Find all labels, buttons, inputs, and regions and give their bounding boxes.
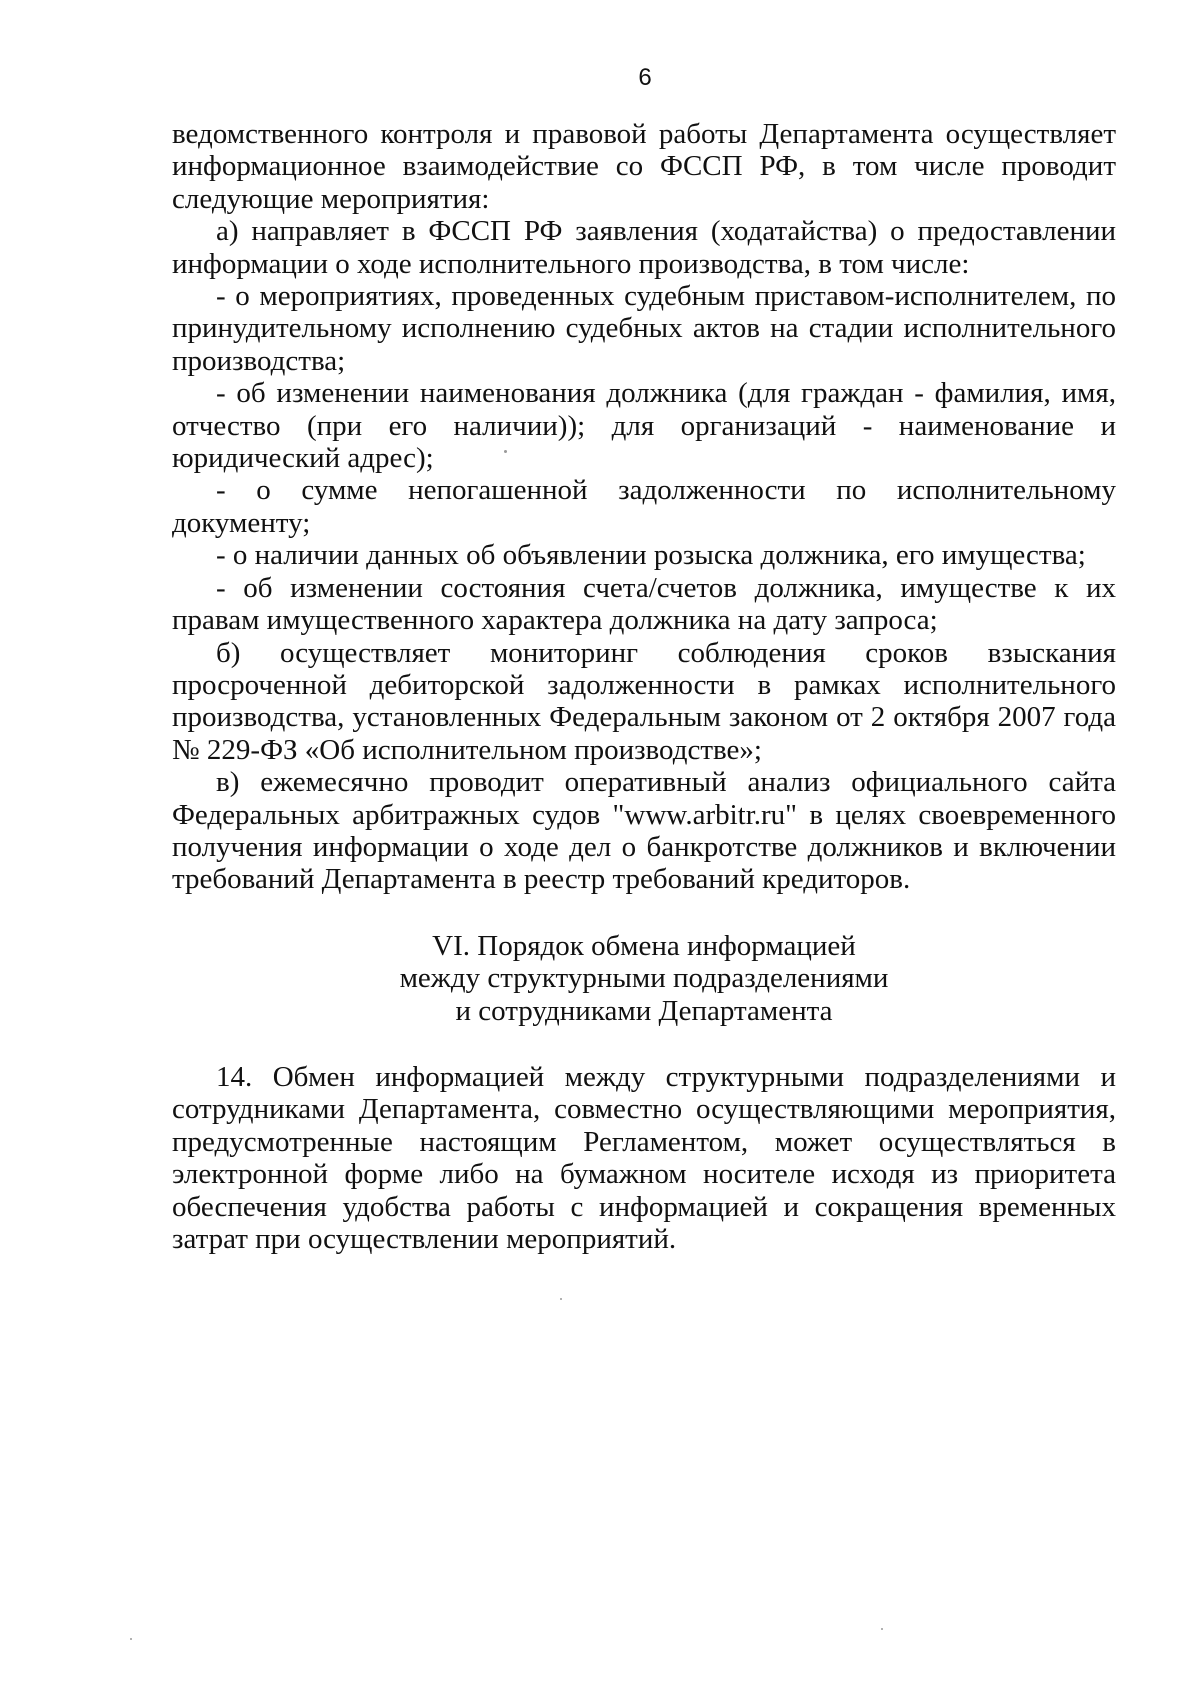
document-body xyxy=(172,118,1116,1255)
section-heading-line: между структурными подразделениями xyxy=(399,962,889,995)
scan-speck xyxy=(130,1638,132,1640)
paragraph-subitem-accounts: - об изменении состояния счета/счетов должника, имуществе к их правам имущественного характера должника на дату запроса; xyxy=(172,571,1116,637)
paragraph-subitem-debt-sum: - о сумме непогашенной задолженности по исполнительному документу; xyxy=(172,474,1116,539)
section-heading-line: VI. Порядок обмена информацией xyxy=(432,929,856,962)
scan-speck xyxy=(560,1298,562,1300)
paragraph-14: 14. Обмен информацией между структурными подразделениями и сотрудниками Департамента, совместно осуществляющими мероприятия, предусмотренные настоящим Регламентом, может осуществляться в электронной форме либо на бумажном носителе исходя из приоритета обеспечения удобства работы с информацией и сокращения временных затрат при осуществлении мероприятий. xyxy=(172,1060,1116,1255)
paragraph-subitem-measures: - о мероприятиях, проведенных судебным приставом-исполнителем, по принудительному исполнению судебных актов на стадии исполнительного производства; xyxy=(172,280,1116,377)
paragraph-item-b: б) осуществляет мониторинг соблюдения сроков взыскания просроченной дебиторской задолженности в рамках исполнительного производства, установленных Федеральным законом от 2 октября 2007 года № 229-ФЗ «Об исполнительном производстве»; xyxy=(172,636,1116,766)
paragraph-continuation: ведомственного контроля и правовой работы Департамента осуществляет информационное взаимодействие со ФССП РФ, в том числе проводит следующие мероприятия: xyxy=(172,118,1116,215)
paragraph-item-v: в) ежемесячно проводит оперативный анализ официального сайта Федеральных арбитражных судов "www.arbitr.ru" в целях своевременного получения информации о ходе дел о банкротстве должников и включении требований Департамента в реестр требований кредиторов. xyxy=(172,766,1116,896)
section-heading xyxy=(172,930,1116,1027)
scan-speck xyxy=(504,450,507,453)
section-heading-line: и сотрудниками Департамента xyxy=(455,994,833,1027)
page-number: 6 xyxy=(638,64,652,91)
scan-speck xyxy=(881,1628,883,1630)
paragraph-subitem-name-change: - об изменении наименования должника (для граждан - фамилия, имя, отчество (при его наличии)); для организаций - наименование и юридический адрес); xyxy=(172,377,1116,475)
paragraph-item-a: а) направляет в ФССП РФ заявления (ходатайства) о предоставлении информации о ходе исполнительного производства, в том числе: xyxy=(172,215,1116,280)
paragraph-subitem-search: - о наличии данных об объявлении розыска должника, его имущества; xyxy=(216,539,1086,572)
